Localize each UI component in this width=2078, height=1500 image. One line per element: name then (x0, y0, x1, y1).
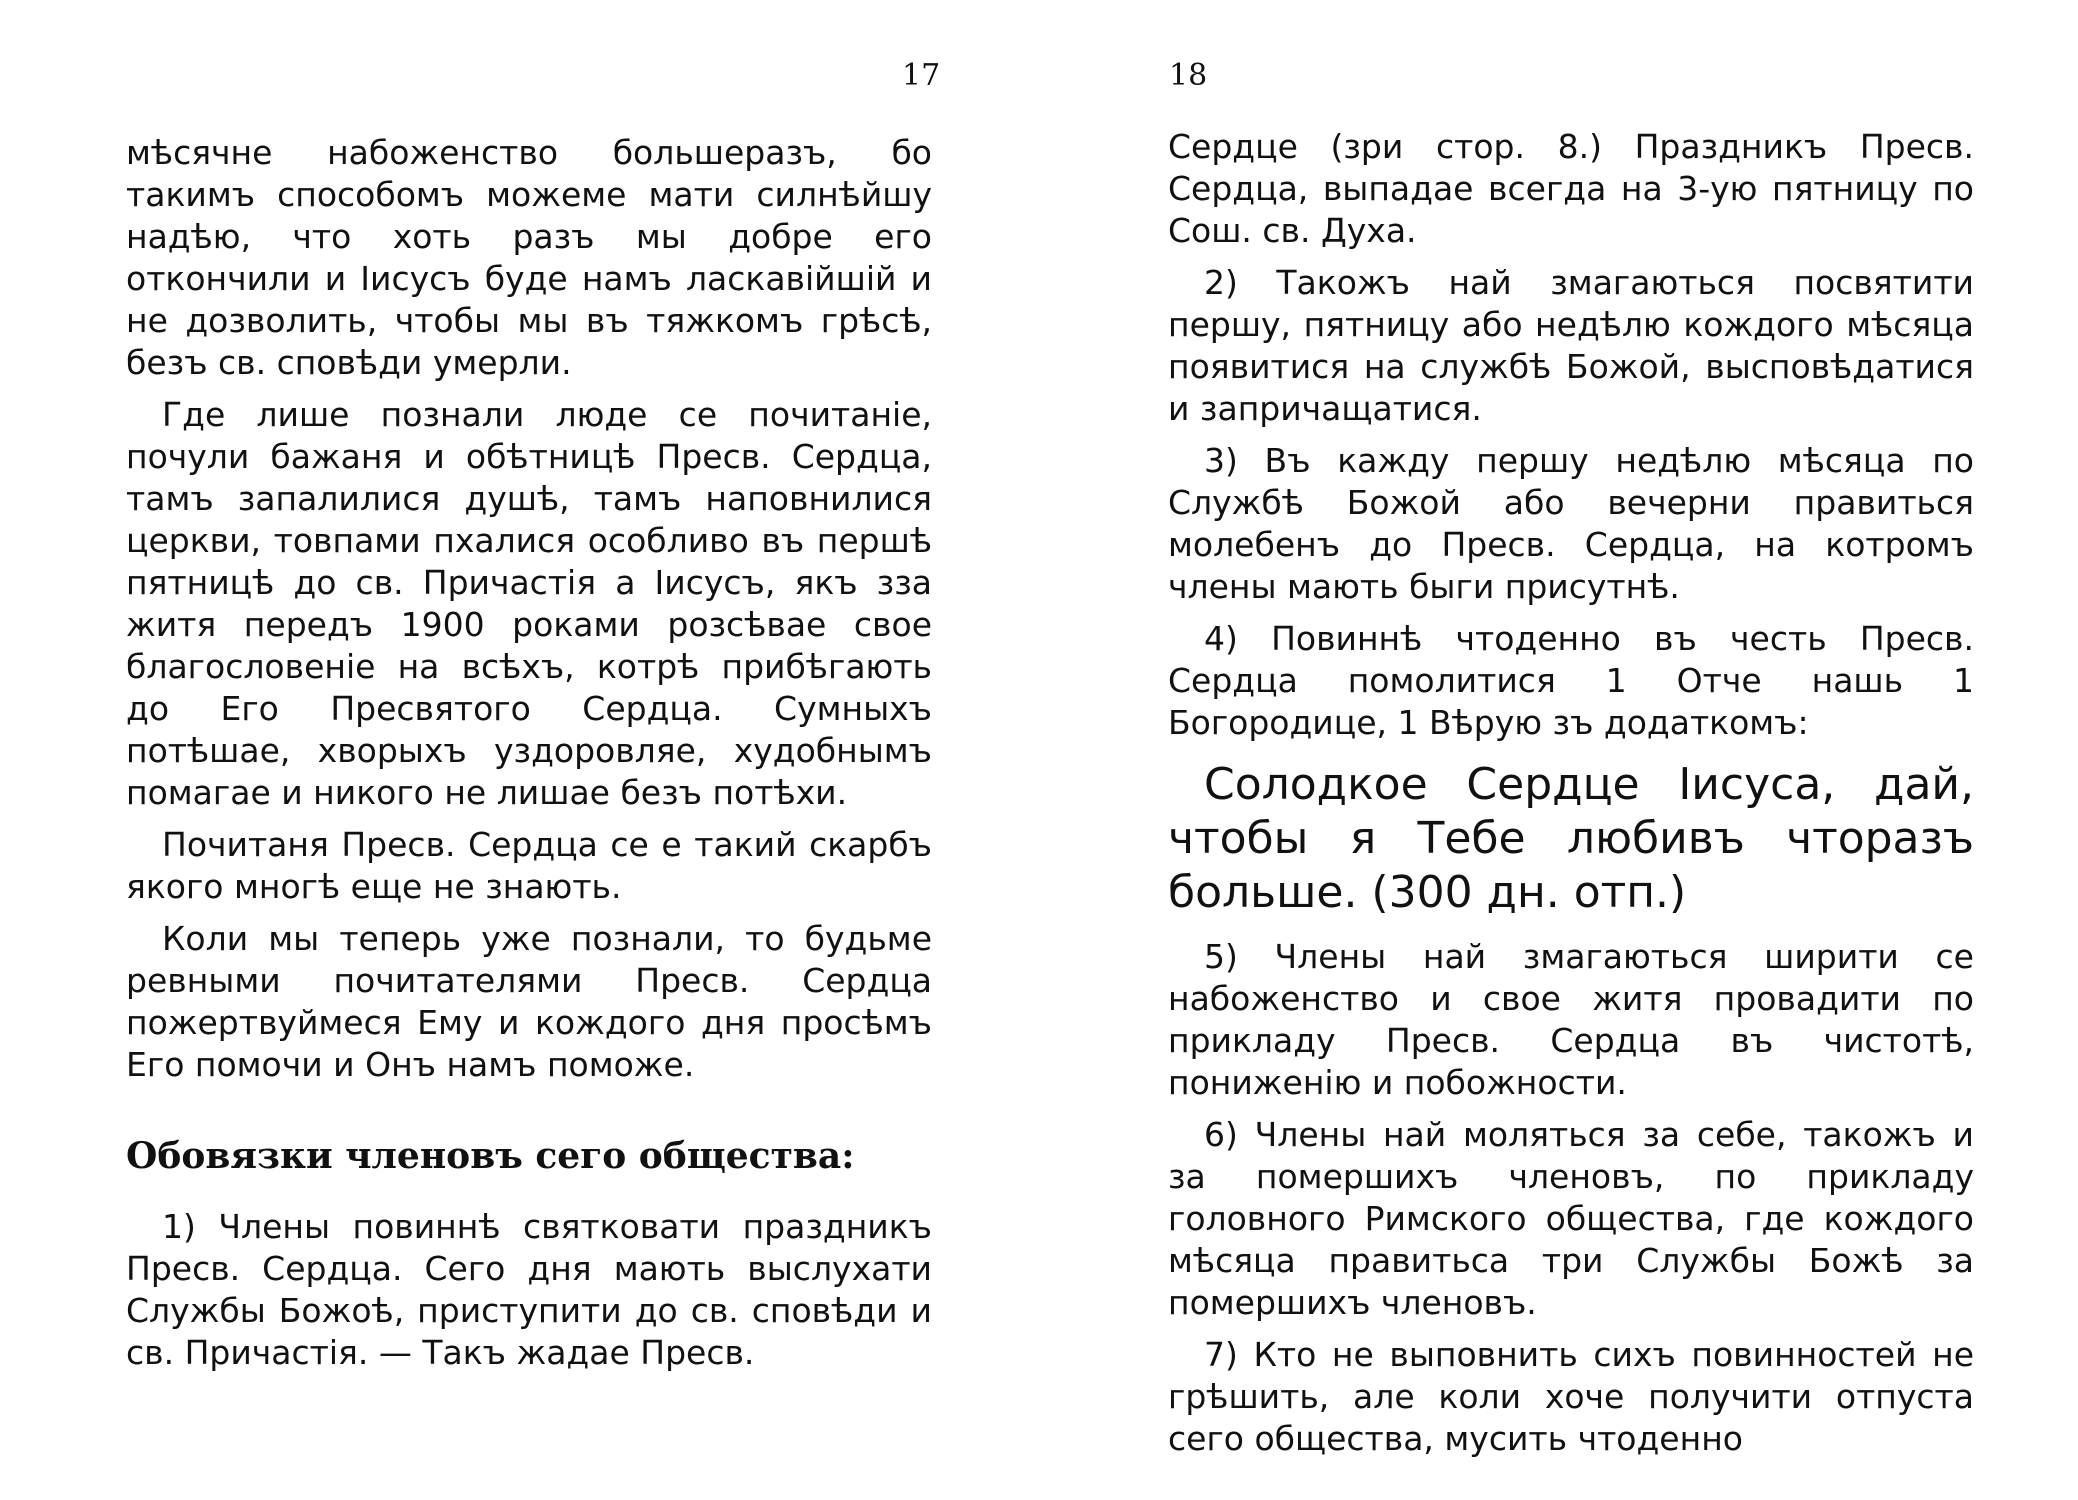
continuation-paragraph: Сердце (зри стор. 8.) Праздникъ Пресв. Сердца, выпадае всегда на 3-ую пятницу по Сош. св. Духа. (1168, 127, 1974, 250)
left-text-block (126, 132, 932, 1384)
paragraph: Где лише познали люде се почитаніе, почули бажаня и обѣтницѣ Пресв. Сердца, тамъ запалилися душѣ, тамъ наповнилися церкви, товпами пхалися особливо въ першѣ пятницѣ до св. Причастія а Іисусъ, якъ зза житя передъ 1900 роками розсѣвае свое благословеніе на всѣхъ, котрѣ прибѣгають до Его Пресвятого Сердца. Сумныхъ потѣшае, хворыхъ уздоровляе, худобнымъ помагае и никого не лишае безъ потѣхи. (126, 395, 932, 812)
list-item-6: 6) Члены най моляться за себе, такожъ и за помершихъ членовъ, по прикладу головного Римского общества, где кождого мѣсяца правитьса три Службы Божѣ за помершихъ членовъ. (1168, 1115, 1974, 1322)
paragraph: Почитаня Пресв. Сердца се е такий скарбъ якого многѣ еще не знають. (126, 825, 932, 906)
right-text-block (1168, 126, 1974, 1470)
prayer-text: Солодкое Сердце Іисуса, дай, чтобы я Тебе любивъ чторазъ больше. (300 дн. отп.) (1168, 759, 1974, 918)
list-item-3: 3) Въ кажду першу недѣлю мѣсяца по Службѣ Божой або вечерни правиться молебенъ до Пресв. Сердца, на котромъ члены мають быги присутнѣ. (1168, 441, 1974, 606)
right-page (1039, 0, 2078, 1500)
paragraph: мѣсячне набоженство большеразъ, бо такимъ способомъ можеме мати силнѣйшу надѣю, что хоть разъ мы добре его откончили и Іисусъ буде намъ ласкавійшій и не дозволить, чтобы мы въ тяжкомъ грѣсѣ, безъ св. сповѣди умерли. (126, 133, 932, 382)
section-heading: Обовязки членовъ сего общества: (126, 1135, 855, 1177)
list-item-5: 5) Члены най змагаються ширити се набоженство и свое житя провадити по прикладу Пресв. Сердца въ чистотѣ, пониженію и побожности. (1168, 937, 1974, 1102)
paragraph: Коли мы теперь уже познали, то будьме ревными почитателями Пресв. Сердца пожертвуймеся Ему и кождого дня просѣмъ Его помочи и Онъ намъ поможе. (126, 919, 932, 1084)
list-item-2: 2) Такожъ най змагаються посвятити першу, пятницу або недѣлю кождого мѣсяца появитися на службѣ Божой, высповѣдатися и запричащатися. (1168, 263, 1974, 428)
page-number-right: 18 (1169, 58, 1208, 93)
list-item-1: 1) Члены повиннѣ святковати праздникъ Пресв. Сердца. Сего дня мають выслухати Службы Божоѣ, приступити до св. сповѣди и св. Причастія. — Такъ жадае Пресв. (126, 1207, 932, 1372)
page-number-left: 17 (902, 58, 941, 93)
list-item-4: 4) Повиннѣ чтоденно въ честь Пресв. Сердца помолитися 1 Отче нашь 1 Богородице, 1 Вѣрую зъ додаткомъ: (1168, 619, 1974, 742)
list-item-7: 7) Кто не выповнить сихъ повинностей не грѣшить, але коли хоче получити отпуста сего общества, мусить чтоденно (1168, 1335, 1974, 1458)
